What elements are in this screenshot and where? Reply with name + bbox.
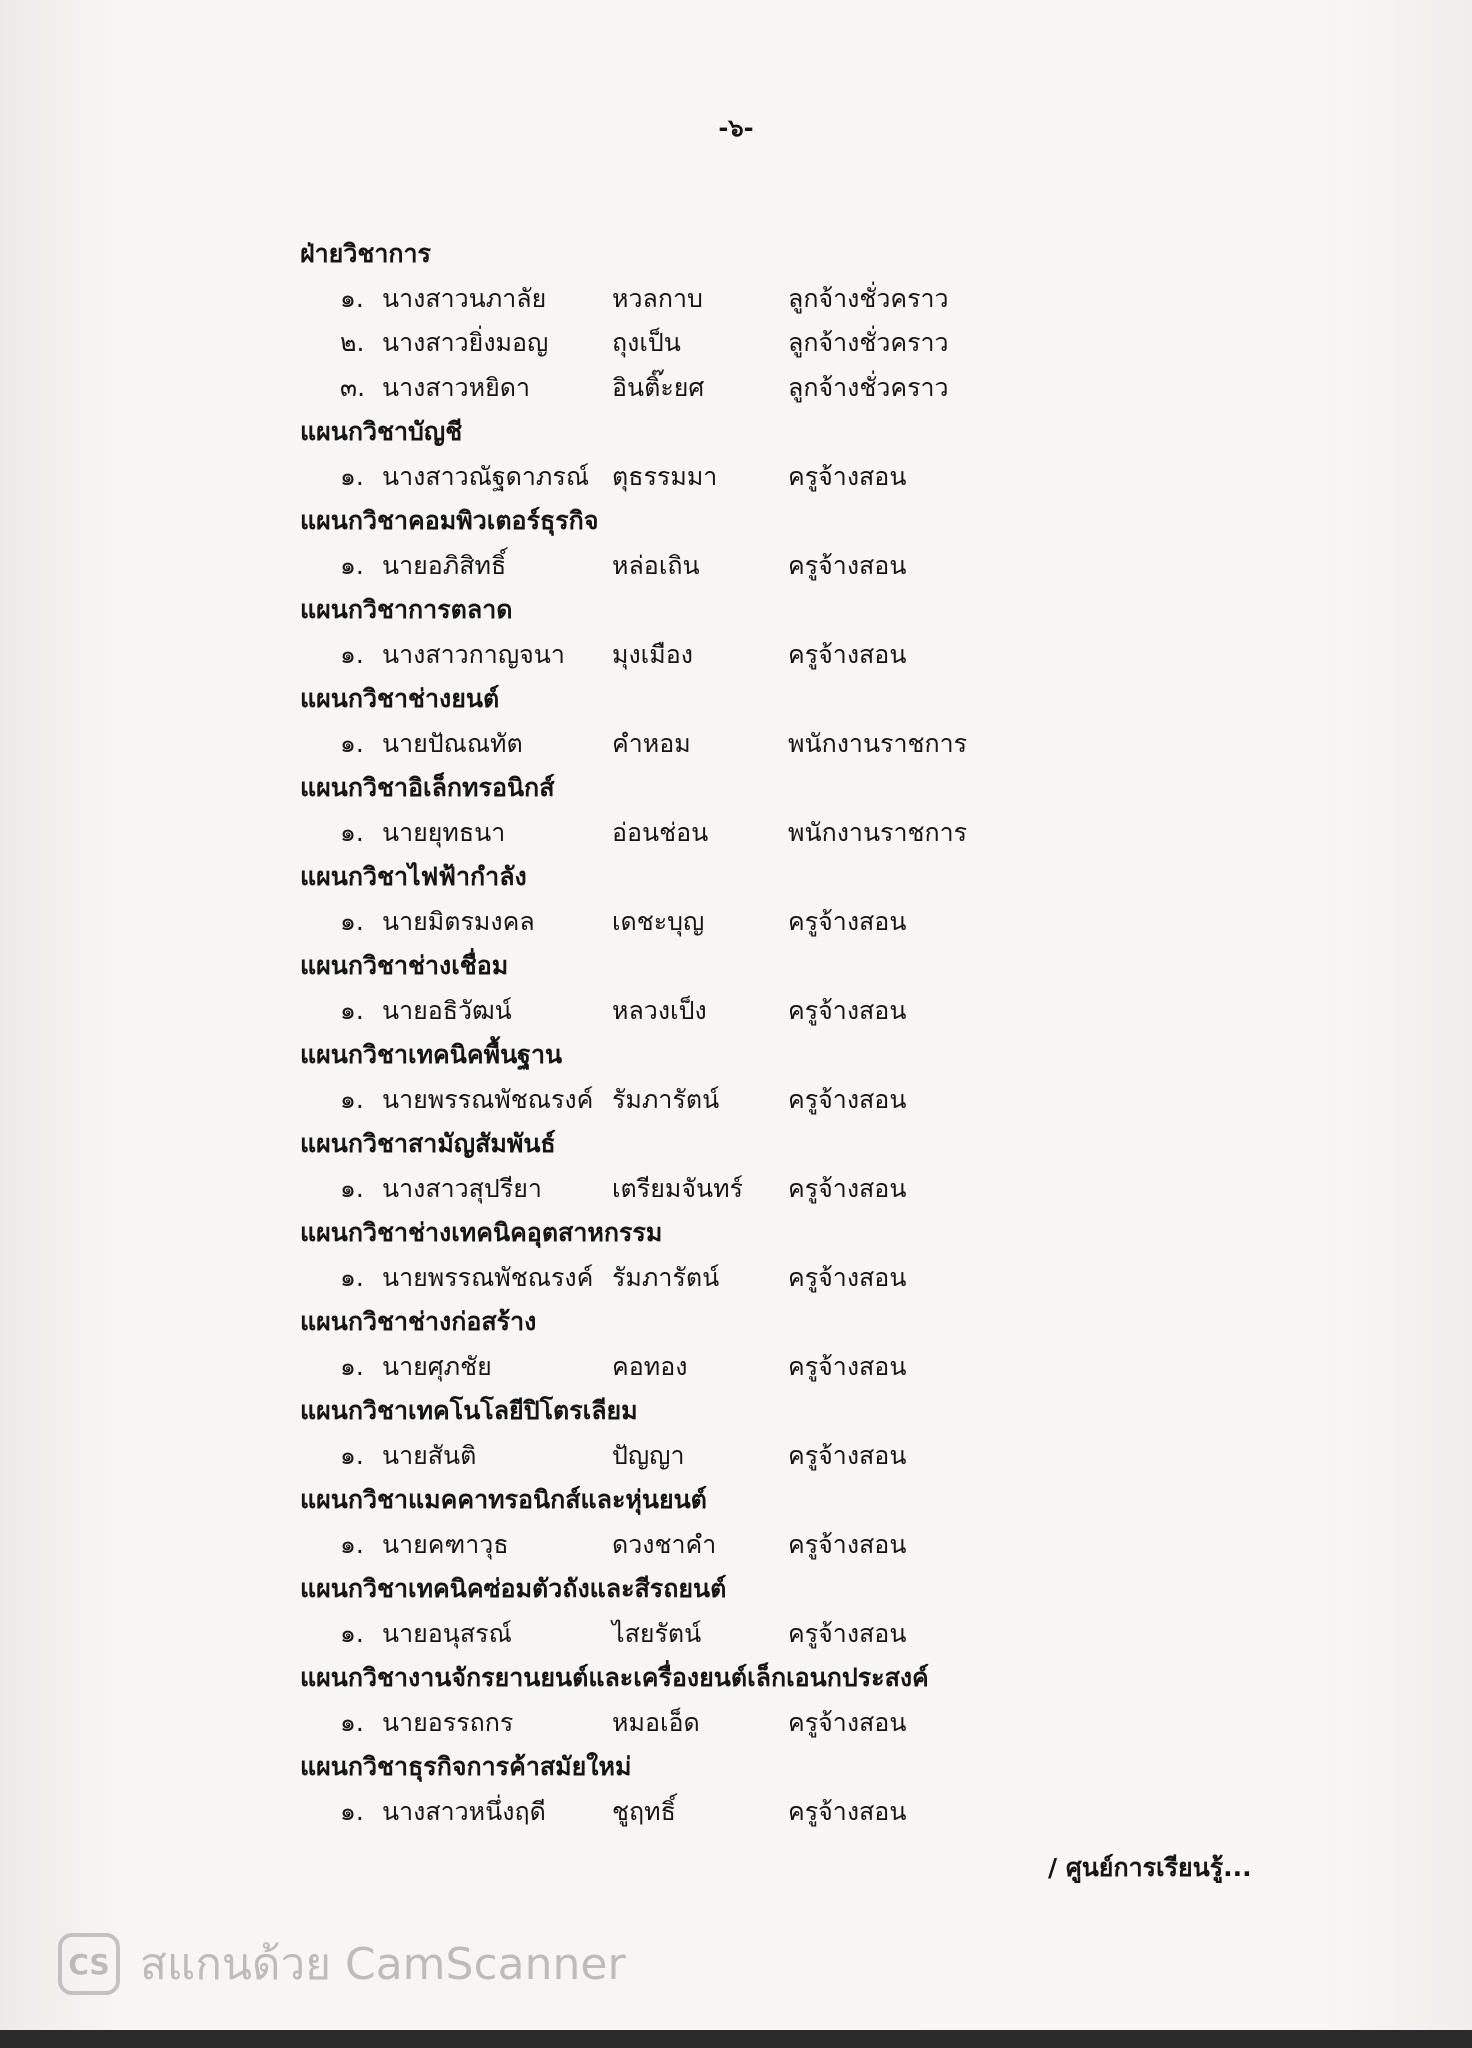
department-heading: แผนกวิชาบัญชี bbox=[300, 417, 463, 446]
staff-name: นางสาวหยิดา bbox=[382, 372, 531, 402]
item-number: ๑. bbox=[340, 817, 364, 847]
staff-position: ครูจ้างสอน bbox=[788, 639, 907, 669]
department-section bbox=[300, 1122, 1400, 1211]
staff-name: นายปัณณทัต bbox=[382, 728, 523, 758]
staff-surname: ไสยรัตน์ bbox=[612, 1618, 702, 1648]
department-heading: แผนกวิชาอิเล็กทรอนิกส์ bbox=[300, 773, 555, 802]
department-heading: แผนกวิชาสามัญสัมพันธ์ bbox=[300, 1129, 556, 1158]
staff-name: นางสาวหนึ่งฤดี bbox=[382, 1796, 546, 1826]
staff-position: ครูจ้างสอน bbox=[788, 1173, 907, 1203]
staff-name: นางสาวนภาลัย bbox=[382, 283, 547, 313]
page-number: -๖- bbox=[718, 114, 754, 142]
department-heading: แผนกวิชาเทคนิคซ่อมตัวถังและสีรถยนต์ bbox=[300, 1574, 727, 1603]
staff-surname: คอทอง bbox=[612, 1351, 688, 1381]
item-number: ๑. bbox=[340, 283, 364, 313]
department-heading: แผนกวิชาเทคโนโลยีปิโตรเลียม bbox=[300, 1396, 638, 1425]
staff-row bbox=[300, 1345, 1400, 1390]
department-section bbox=[300, 499, 1400, 588]
department-section bbox=[300, 1389, 1400, 1478]
department-section bbox=[300, 855, 1400, 944]
department-section bbox=[300, 1745, 1400, 1834]
scan-bottom-edge bbox=[0, 2030, 1472, 2048]
watermark-text: สแกนด้วย CamScanner bbox=[140, 1939, 626, 1990]
staff-surname: ถุงเป็น bbox=[612, 328, 681, 357]
staff-row bbox=[300, 277, 1400, 322]
staff-surname: มุงเมือง bbox=[612, 639, 693, 669]
item-number: ๑. bbox=[340, 1084, 364, 1114]
item-number: ๓. bbox=[340, 372, 366, 402]
staff-surname: หล่อเถิน bbox=[612, 550, 700, 580]
staff-row bbox=[300, 1167, 1400, 1212]
department-heading: แผนกวิชาช่างยนต์ bbox=[300, 684, 500, 713]
item-number: ๑. bbox=[340, 1618, 364, 1648]
staff-position: พนักงานราชการ bbox=[788, 817, 968, 847]
staff-surname: รัมภารัตน์ bbox=[612, 1262, 720, 1292]
item-number: ๑. bbox=[340, 1707, 364, 1737]
staff-row bbox=[300, 1523, 1400, 1568]
department-heading: แผนกวิชาช่างเทคนิคอุตสาหกรรม bbox=[300, 1218, 663, 1247]
department-section bbox=[300, 410, 1400, 499]
item-number: ๑. bbox=[340, 1529, 364, 1559]
staff-name: นายมิตรมงคล bbox=[382, 906, 535, 936]
department-heading: แผนกวิชาแมคคาทรอนิกส์และหุ่นยนต์ bbox=[300, 1485, 707, 1514]
department-heading: ฝ่ายวิชาการ bbox=[300, 239, 431, 268]
staff-surname: อินติ๊ะยศ bbox=[612, 372, 705, 402]
staff-surname: เดชะบุญ bbox=[612, 906, 705, 936]
item-number: ๑. bbox=[340, 1440, 364, 1470]
staff-position: ครูจ้างสอน bbox=[788, 906, 907, 936]
staff-row bbox=[300, 1434, 1400, 1479]
staff-position: ครูจ้างสอน bbox=[788, 1262, 907, 1292]
department-section bbox=[300, 1478, 1400, 1567]
staff-surname: อ่อนช่อน bbox=[612, 817, 709, 847]
staff-list bbox=[300, 232, 1400, 1834]
staff-surname: ปัญญา bbox=[612, 1440, 685, 1470]
staff-name: นางสาวกาญจนา bbox=[382, 639, 565, 669]
staff-row bbox=[300, 321, 1400, 366]
item-number: ๒. bbox=[340, 328, 365, 357]
staff-surname: ชูฤทธิ์ bbox=[612, 1796, 676, 1826]
staff-name: นายศุภชัย bbox=[382, 1351, 492, 1381]
department-section bbox=[300, 944, 1400, 1033]
item-number: ๑. bbox=[340, 461, 364, 491]
staff-surname: เตรียมจันทร์ bbox=[612, 1173, 743, 1203]
staff-name: นางสาวณัฐดาภรณ์ bbox=[382, 461, 590, 491]
staff-surname: รัมภารัตน์ bbox=[612, 1084, 720, 1114]
staff-row bbox=[300, 1790, 1400, 1835]
item-number: ๑. bbox=[340, 995, 364, 1025]
staff-name: นายสันติ bbox=[382, 1440, 477, 1470]
department-section bbox=[300, 1656, 1400, 1745]
staff-position: ครูจ้างสอน bbox=[788, 1796, 907, 1826]
item-number: ๑. bbox=[340, 639, 364, 669]
staff-name: นายอรรถกร bbox=[382, 1707, 514, 1737]
staff-position: ครูจ้างสอน bbox=[788, 550, 907, 580]
staff-surname: หวลกาบ bbox=[612, 283, 703, 313]
department-heading: แผนกวิชาเทคนิคพื้นฐาน bbox=[300, 1040, 563, 1069]
staff-name: นายพรรณพัชณรงค์ bbox=[382, 1084, 594, 1114]
staff-row bbox=[300, 455, 1400, 500]
department-section bbox=[300, 766, 1400, 855]
department-heading: แผนกวิชาช่างก่อสร้าง bbox=[300, 1307, 537, 1336]
department-section bbox=[300, 677, 1400, 766]
staff-row bbox=[300, 722, 1400, 767]
department-heading: แผนกวิชาไฟฟ้ากำลัง bbox=[300, 862, 527, 891]
staff-position: ครูจ้างสอน bbox=[788, 1529, 907, 1559]
staff-position: ครูจ้างสอน bbox=[788, 1618, 907, 1648]
staff-surname: หมอเอ็ด bbox=[612, 1707, 700, 1737]
staff-name: นางสาวสุปรียา bbox=[382, 1173, 542, 1203]
staff-row bbox=[300, 1612, 1400, 1657]
department-section bbox=[300, 232, 1400, 410]
staff-row bbox=[300, 633, 1400, 678]
department-section bbox=[300, 588, 1400, 677]
staff-row bbox=[300, 811, 1400, 856]
staff-row bbox=[300, 989, 1400, 1034]
staff-row bbox=[300, 1078, 1400, 1123]
staff-surname: คำหอม bbox=[612, 728, 691, 758]
staff-name: นายอภิสิทธิ์ bbox=[382, 550, 507, 580]
staff-position: ลูกจ้างชั่วคราว bbox=[788, 328, 949, 357]
item-number: ๑. bbox=[340, 1173, 364, 1203]
camscanner-logo-icon: CS bbox=[58, 1933, 120, 1995]
item-number: ๑. bbox=[340, 550, 364, 580]
staff-name: นางสาวยิ่งมอญ bbox=[382, 328, 549, 357]
staff-position: ครูจ้างสอน bbox=[788, 1440, 907, 1470]
department-section bbox=[300, 1033, 1400, 1122]
staff-position: ลูกจ้างชั่วคราว bbox=[788, 372, 949, 402]
item-number: ๑. bbox=[340, 728, 364, 758]
camscanner-watermark bbox=[58, 1932, 626, 1996]
staff-position: ครูจ้างสอน bbox=[788, 1084, 907, 1114]
staff-row bbox=[300, 544, 1400, 589]
department-heading: แผนกวิชาช่างเชื่อม bbox=[300, 951, 509, 980]
department-heading: แผนกวิชางานจักรยานยนต์และเครื่องยนต์เล็กเอนกประสงค์ bbox=[300, 1663, 929, 1692]
item-number: ๑. bbox=[340, 1351, 364, 1381]
staff-surname: ดวงชาคำ bbox=[612, 1529, 717, 1559]
staff-name: นายพรรณพัชณรงค์ bbox=[382, 1262, 594, 1292]
staff-row bbox=[300, 900, 1400, 945]
staff-row bbox=[300, 366, 1400, 411]
staff-position: ครูจ้างสอน bbox=[788, 1707, 907, 1737]
staff-row bbox=[300, 1701, 1400, 1746]
staff-name: นายอนุสรณ์ bbox=[382, 1618, 512, 1648]
staff-position: ครูจ้างสอน bbox=[788, 461, 907, 491]
staff-name: นายยุทธนา bbox=[382, 817, 506, 847]
department-section bbox=[300, 1211, 1400, 1300]
staff-position: ครูจ้างสอน bbox=[788, 1351, 907, 1381]
staff-position: พนักงานราชการ bbox=[788, 728, 968, 758]
staff-name: นายอธิวัฒน์ bbox=[382, 995, 512, 1025]
department-heading: แผนกวิชาธุรกิจการค้าสมัยใหม่ bbox=[300, 1752, 632, 1781]
staff-name: นายคฑาวุธ bbox=[382, 1529, 509, 1559]
continuation-note: / ศูนย์การเรียนรู้... bbox=[1048, 1853, 1252, 1882]
department-section bbox=[300, 1300, 1400, 1389]
item-number: ๑. bbox=[340, 1796, 364, 1826]
staff-surname: ตุธรรมมา bbox=[612, 461, 718, 491]
staff-surname: หลวงเป็ง bbox=[612, 995, 707, 1025]
item-number: ๑. bbox=[340, 1262, 364, 1292]
staff-position: ลูกจ้างชั่วคราว bbox=[788, 283, 949, 313]
department-heading: แผนกวิชาคอมพิวเตอร์ธุรกิจ bbox=[300, 506, 599, 535]
item-number: ๑. bbox=[340, 906, 364, 936]
staff-position: ครูจ้างสอน bbox=[788, 995, 907, 1025]
department-heading: แผนกวิชาการตลาด bbox=[300, 595, 513, 624]
staff-row bbox=[300, 1256, 1400, 1301]
department-section bbox=[300, 1567, 1400, 1656]
